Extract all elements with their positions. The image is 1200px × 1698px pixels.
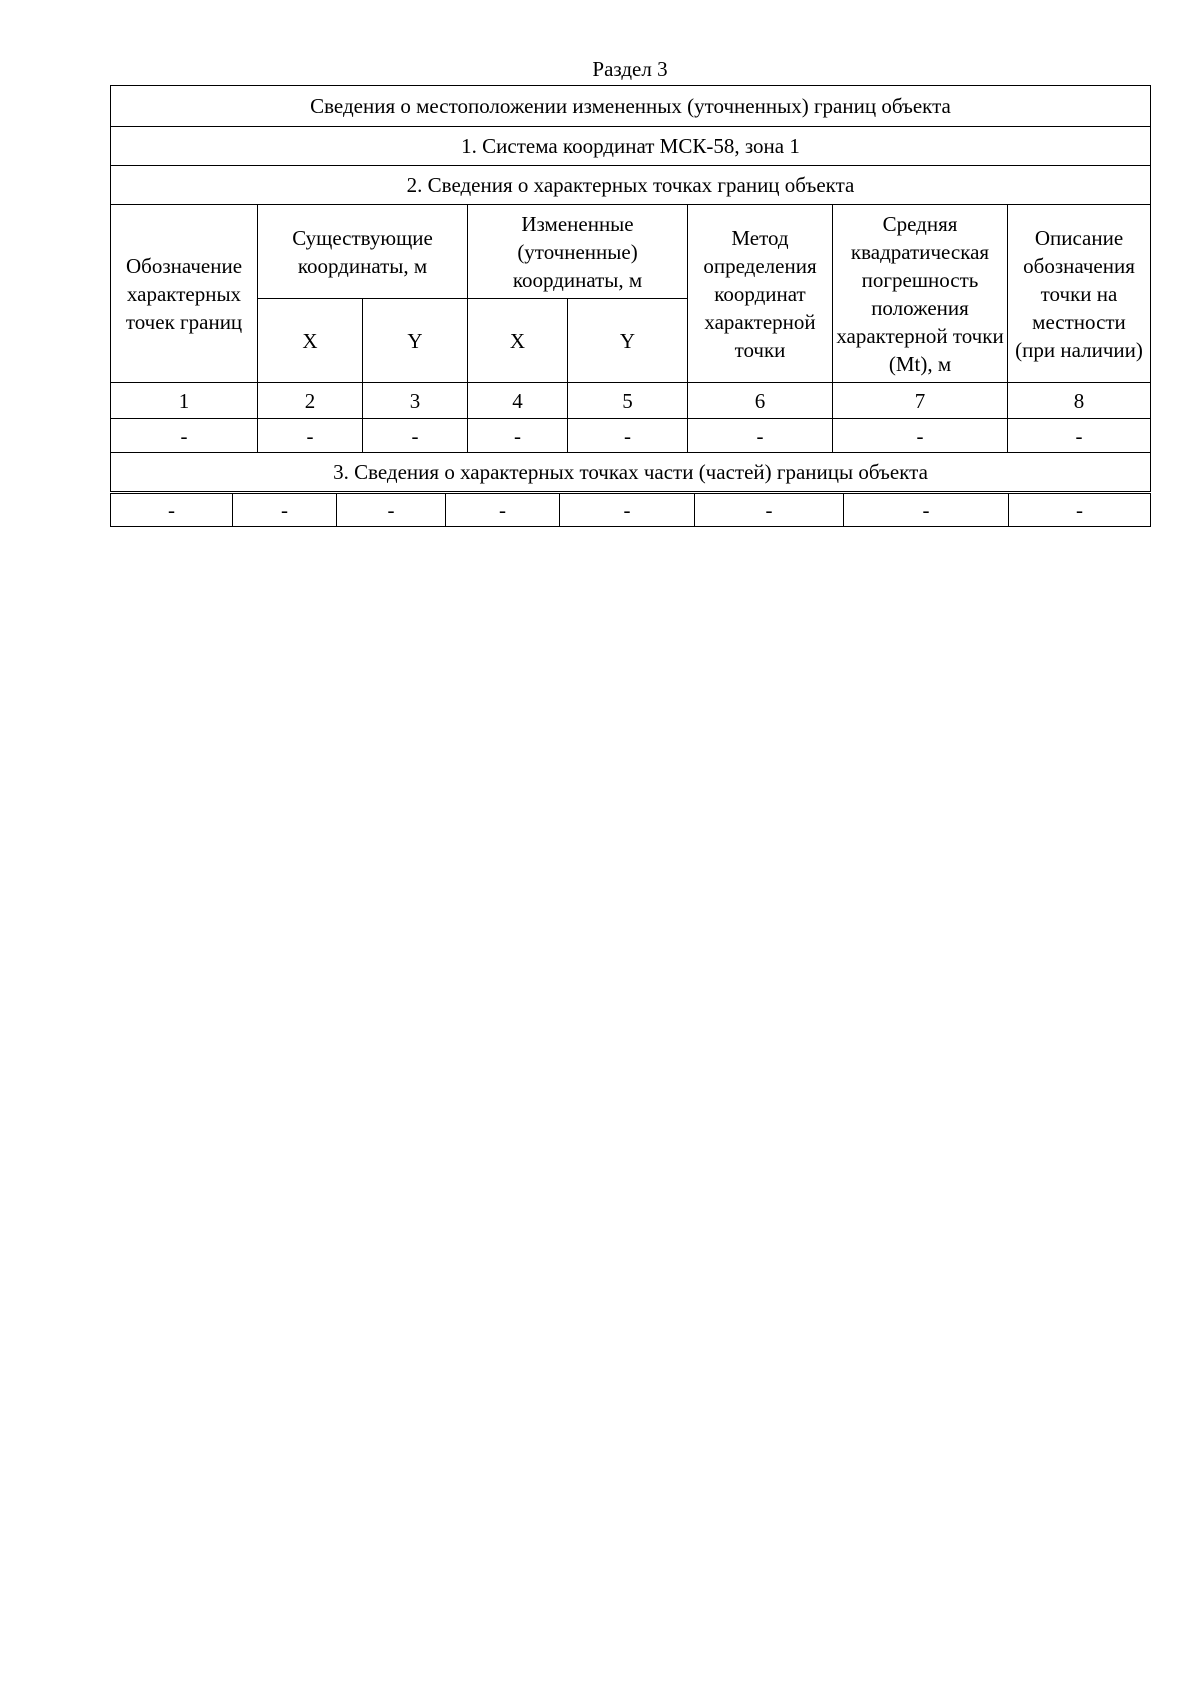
table-cell: -	[1008, 419, 1151, 453]
column-number: 7	[833, 383, 1008, 419]
table-cell: -	[1009, 494, 1151, 527]
column-number: 6	[688, 383, 833, 419]
column-numbers-row	[111, 383, 1151, 419]
table-cell: -	[568, 419, 688, 453]
header-description: Описание обозначения точки на местности (при наличии)	[1008, 205, 1151, 383]
header-changed-y: Y	[568, 299, 688, 383]
part-title-row	[111, 453, 1151, 492]
header-existing: Существующие координаты, м	[258, 205, 468, 299]
points-title-row	[111, 166, 1151, 205]
table-cell: -	[258, 419, 363, 453]
header-changed-x: X	[468, 299, 568, 383]
column-number: 2	[258, 383, 363, 419]
header-row-1	[111, 205, 1151, 299]
table-cell: -	[233, 494, 337, 527]
column-number: 3	[363, 383, 468, 419]
column-number: 8	[1008, 383, 1151, 419]
column-number: 4	[468, 383, 568, 419]
column-number: 1	[111, 383, 258, 419]
main-title-row	[111, 86, 1151, 127]
table-cell: -	[337, 494, 446, 527]
table-cell: -	[844, 494, 1009, 527]
header-existing-y: Y	[363, 299, 468, 383]
header-method: Метод определения координат характерной точки	[688, 205, 833, 383]
table-cell: -	[688, 419, 833, 453]
data-row	[111, 419, 1151, 453]
table-cell: -	[446, 494, 560, 527]
header-existing-x: X	[258, 299, 363, 383]
table-cell: -	[560, 494, 695, 527]
coord-system: 1. Система координат МСК-58, зона 1	[111, 127, 1151, 166]
table-cell: -	[111, 494, 233, 527]
table-cell: -	[111, 419, 258, 453]
points-title: 2. Сведения о характерных точках границ объекта	[111, 166, 1151, 205]
table-cell: -	[695, 494, 844, 527]
header-designation: Обозначение характерных точек границ	[111, 205, 258, 383]
part-title: 3. Сведения о характерных точках части (частей) границы объекта	[111, 453, 1151, 492]
table-cell: -	[833, 419, 1008, 453]
header-changed: Измененные (уточненные) координаты, м	[468, 205, 688, 299]
table-cell: -	[363, 419, 468, 453]
part-points-table	[110, 493, 1151, 527]
header-error: Средняя квадратическая погрешность положения характерной точки (Mt), м	[833, 205, 1008, 383]
table-cell: -	[468, 419, 568, 453]
coord-system-row	[111, 127, 1151, 166]
section-title: Раздел 3	[592, 57, 668, 81]
boundary-table	[110, 85, 1151, 492]
main-title: Сведения о местоположении измененных (уточненных) границ объекта	[111, 86, 1151, 127]
column-number: 5	[568, 383, 688, 419]
data-row	[111, 494, 1151, 527]
